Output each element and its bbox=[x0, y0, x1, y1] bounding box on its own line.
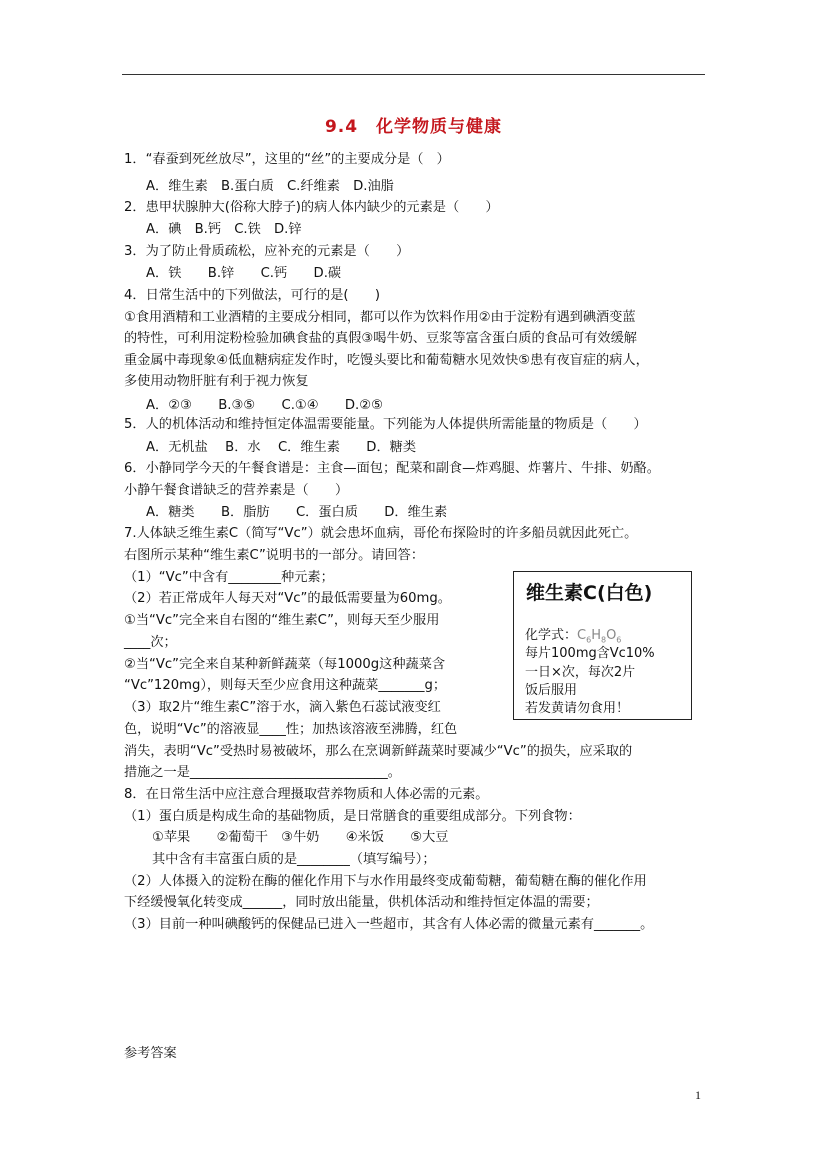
label-frequency: 一日×次，每次2片 bbox=[525, 665, 636, 680]
question-7-part-2a-cont: ____次； bbox=[124, 635, 177, 650]
question-7: 7.人体缺乏维生素C（简写“Vc”）就会患坏血病，哥伦布探险时的许多船员就因此死亡。 bbox=[124, 526, 638, 541]
label-formula-prefix: 化学式： bbox=[525, 628, 578, 643]
question-1-options: A．维生素 B.蛋白质 C.纤维素 D.油脂 bbox=[146, 179, 394, 194]
question-7-part-2b-cont: “Vc”120mg），则每天至少应食用这种蔬菜_______g； bbox=[124, 678, 447, 693]
question-5-options: A．无机盐 B．水 C．维生素 D．糖类 bbox=[146, 440, 417, 455]
question-1: 1．“春蚕到死丝放尽”，这里的“丝”的主要成分是（ ） bbox=[124, 152, 450, 167]
question-5: 5．人的机体活动和维持恒定体温需要能量。下列能为人体提供所需能量的物质是（ ） bbox=[124, 417, 647, 432]
answer-heading: 参考答案 bbox=[124, 1046, 177, 1061]
question-8-part-2: （2）人体摄入的淀粉在酶的催化作用下与水作用最终变成葡萄糖，葡萄糖在酶的催化作用 bbox=[124, 874, 647, 889]
question-7-part-3-cont: 色，说明“Vc”的溶液显____性；加热该溶液至沸腾，红色 bbox=[124, 722, 458, 737]
question-4-text-line: ①食用酒精和工业酒精的主要成分相同，都可以作为饮料作用②由于淀粉有遇到碘酒变蓝 bbox=[124, 310, 636, 325]
header-rule bbox=[122, 74, 705, 75]
label-after-meal: 饭后服用 bbox=[525, 683, 578, 698]
question-4-options: A．②③ B.③⑤ C.①④ D.②⑤ bbox=[146, 398, 383, 413]
question-7-part-3-cont: 消失，表明“Vc”受热时易被破坏，那么在烹调新鲜蔬菜时要减少“Vc”的损失，应采取的 bbox=[124, 744, 633, 759]
question-2: 2．患甲状腺肿大(俗称大脖子)的病人体内缺少的元素是（ ） bbox=[124, 200, 499, 215]
question-4: 4．日常生活中的下列做法，可行的是( ) bbox=[124, 288, 381, 303]
question-7-part-2b: ②当“Vc”完全来自某种新鲜蔬菜（每1000g这种蔬菜含 bbox=[124, 657, 446, 672]
question-8-part-2-cont: 下经缓慢氧化转变成______，同时放出能量，供机体活动和维持恒定体温的需要； bbox=[124, 895, 599, 910]
label-warning: 若发黄请勿食用！ bbox=[525, 701, 630, 716]
question-8: 8．在日常生活中应注意合理摄取营养物质和人体必需的元素。 bbox=[124, 787, 489, 802]
question-6-text-line: 小静午餐食谱缺乏的营养素是（ ） bbox=[124, 483, 349, 498]
question-8-part-3: （3）目前一种叫碘酸钙的保健品已进入一些超市，其含有人体必需的微量元素有_______。 bbox=[124, 917, 654, 932]
question-8-part-1: （1）蛋白质是构成生命的基础物质，是日常膳食的重要组成部分。下列食物： bbox=[124, 809, 581, 824]
page-title: 9.4 化学物质与健康 bbox=[324, 117, 503, 137]
question-7-part-3: （3）取2片“维生素C”溶于水，滴入紫色石蕊试液变红 bbox=[124, 700, 441, 715]
question-8-part-1-cont: 其中含有丰富蛋白质的是________（填写编号）； bbox=[152, 852, 436, 867]
question-3-options: A．铁 B.锌 C.钙 D.碳 bbox=[146, 266, 342, 281]
question-7-part-1: （1）“Vc”中含有________种元素； bbox=[124, 570, 334, 585]
vitamin-c-label-box bbox=[513, 571, 692, 720]
question-6: 6．小静同学今天的午餐食谱是：主食—面包；配菜和副食—炸鸡腿、炸薯片、牛排、奶酪。 bbox=[124, 461, 660, 476]
label-title: 维生素C(白色) bbox=[526, 582, 653, 604]
question-3: 3．为了防止骨质疏松，应补充的元素是（ ） bbox=[124, 244, 410, 259]
question-7-part-2a: ①当“Vc”完全来自右图的“维生素C”，则每天至少服用 bbox=[124, 613, 440, 628]
question-7-part-2: （2）若正常成年人每天对“Vc”的最低需要量为60mg。 bbox=[124, 591, 451, 606]
question-7-text-line: 右图所示某种“维生素C”说明书的一部分。请回答： bbox=[124, 548, 425, 563]
question-2-options: A．碘 B.钙 C.铁 D.锌 bbox=[146, 222, 302, 237]
question-4-text-line: 重金属中毒现象④低血糖病症发作时，吃馒头要比和葡萄糖水见效快⑤患有夜盲症的病人， bbox=[124, 353, 649, 368]
question-4-text-line: 多使用动物肝脏有利于视力恢复 bbox=[124, 374, 309, 389]
label-dose: 每片100mg含Vc10% bbox=[525, 646, 655, 661]
question-4-text-line: 的特性，可利用淀粉检验加碘食盐的真假③喝牛奶、豆浆等富含蛋白质的食品可有效缓解 bbox=[124, 331, 637, 346]
chemical-formula: $C_6H_8O_6$ bbox=[577, 628, 622, 645]
question-8-food-options: ①苹果 ②葡萄干 ③牛奶 ④米饭 ⑤大豆 bbox=[152, 830, 449, 845]
question-6-options: A．糖类 B．脂肪 C．蛋白质 D．维生素 bbox=[146, 505, 448, 520]
page-number: 1 bbox=[695, 1088, 701, 1102]
question-7-part-3-cont: 措施之一是______________________________。 bbox=[124, 765, 401, 780]
